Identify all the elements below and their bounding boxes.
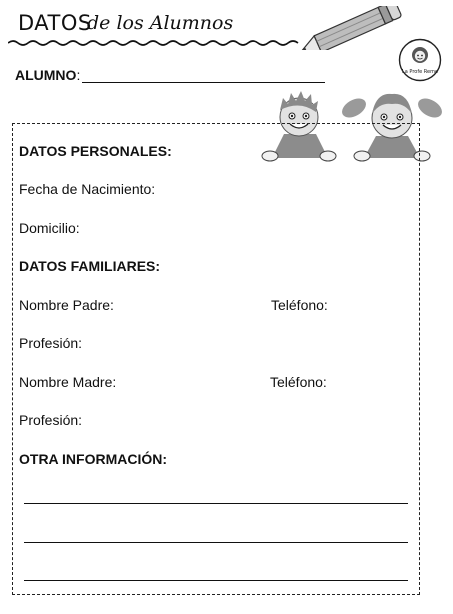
field-telefono-madre[interactable]: Teléfono: [270,374,327,390]
field-domicilio[interactable]: Domicilio: [19,220,80,236]
svg-text:La Profe Reme: La Profe Reme [401,69,439,75]
section-colon: : [167,143,172,159]
field-fecha-nacimiento[interactable]: Fecha de Nacimiento: [19,181,156,197]
field-nombre-padre[interactable]: Nombre Padre: [19,297,114,313]
profe-reme-seal [398,38,442,82]
field-profesion-padre[interactable]: Profesión: [19,335,83,351]
write-line[interactable] [24,542,408,543]
title-de-los-alumnos: de los Alumnos [87,12,234,34]
field-profesion-madre[interactable]: Profesión: [19,412,83,428]
section-otra-informacion: OTRA INFORMACIÓN [19,451,163,467]
section-datos-personales: DATOS PERSONALES [19,143,168,159]
section-colon: : [162,451,168,467]
alumno-colon: : [76,67,81,83]
section-datos-familiares: DATOS FAMILIARES [19,258,156,274]
write-line[interactable] [24,580,408,581]
field-nombre-madre[interactable]: Nombre Madre: [19,374,117,390]
alumno-label: ALUMNO [15,67,77,83]
alumno-input-line[interactable] [82,82,325,83]
title-datos: DATOS [18,11,92,35]
wavy-underline [8,38,308,48]
section-colon: : [155,258,161,274]
field-telefono-padre[interactable]: Teléfono: [271,297,328,313]
write-line[interactable] [24,503,408,504]
pencil-icon [290,6,408,50]
